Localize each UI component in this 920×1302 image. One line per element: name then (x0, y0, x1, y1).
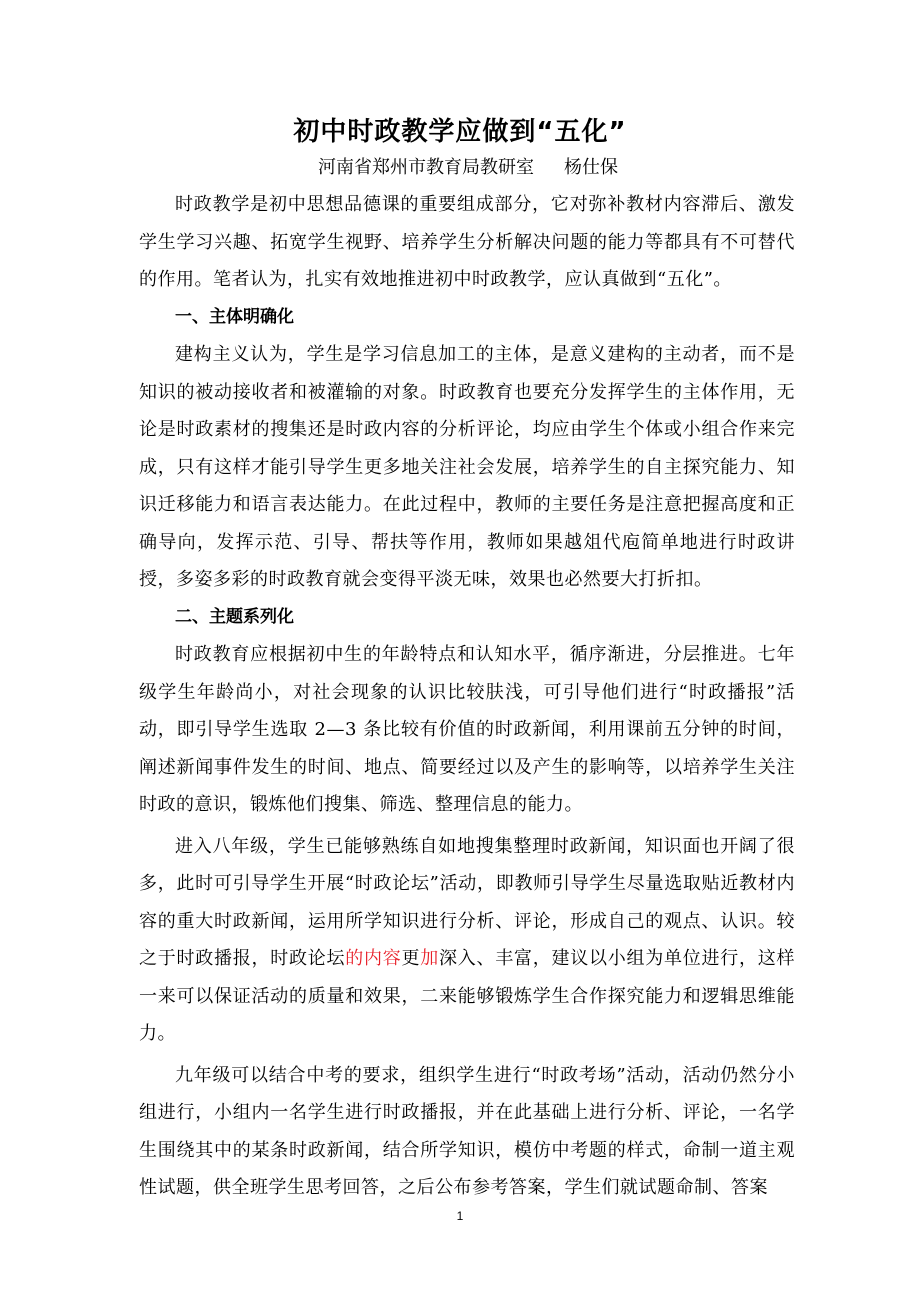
paragraph-text: 进入八年级，学生已能够熟练自如地搜集整理时政新闻，知识面也开阔了很多，此时可引导学生开展“时政论坛”活动，即教师引导学生尽量选取贴近教材内容的重大时政新闻，运用所学知识进行分析、评论，形成自己的观点、认识。较之于时政播报，时政论坛 (139, 835, 795, 969)
section-2-paragraph-3: 九年级可以结合中考的要求，组织学生进行“时政考场”活动，活动仍然分小组进行，小组内一名学生进行时政播报，并在此基础上进行分析、评论，一名学生围绕其中的某条时政新闻，结合所学知识，模仿中考题的样式，命制一道主观性试题，供全班学生思考回答，之后公布参考答案，学生们就试题命制、答案 (139, 1064, 795, 1198)
document-body (139, 186, 795, 1207)
section-1-paragraph: 建构主义认为，学生是学习信息加工的主体，是意义建构的主动者，而不是知识的被动接收者和被灌输的对象。时政教育也要充分发挥学生的主体作用，无论是时政素材的搜集还是时政内容的分析评论，均应由学生个体或小组合作来完成，只有这样才能引导学生更多地关注社会发展，培养学生的自主探究能力、知识迁移能力和语言表达能力。在此过程中，教师的主要任务是注意把握高度和正确导向，发挥示范、引导、帮扶等作用，教师如果越俎代庖简单地进行时政讲授，多姿多彩的时政教育就会变得平淡无味，效果也必然要大打折扣。 (139, 344, 795, 590)
red-highlight-text: 加 (420, 948, 439, 969)
section-heading-1: 一、主体明确化 (175, 306, 294, 327)
section-heading-2: 二、主题系列化 (175, 606, 294, 627)
page-number: 1 (456, 1209, 464, 1223)
document-title: 初中时政教学应做到“五化” (293, 117, 627, 147)
section-2-paragraph-1: 时政教育应根据初中生的年龄特点和认知水平，循序渐进，分层推进。七年级学生年龄尚小，对社会现象的认识比较肤浅，可引导他们进行“时政播报”活动，即引导学生选取 2—3 条比较有价值的时政新闻，利用课前五分钟的时间，阐述新闻事件发生的时间、地点、简要经过以及产生的影响等，以培养学生关注时政的意识，锻炼他们搜集、筛选、整理信息的能力。 (139, 644, 795, 815)
section-2-paragraph-2 (139, 828, 795, 1053)
intro-paragraph: 时政教学是初中思想品德课的重要组成部分，它对弥补教材内容滞后、激发学生学习兴趣、拓宽学生视野、培养学生分析解决问题的能力等都具有不可替代的作用。笔者认为，扎实有效地推进初中时政教学，应认真做到“五化”。 (139, 194, 795, 290)
paragraph-text: 更 (401, 948, 421, 969)
author-line (0, 153, 920, 183)
red-highlight-text: 的内容 (345, 948, 402, 969)
author-name: 杨仕保 (564, 157, 618, 178)
paragraph-text: 深入、丰富，建议以小组为单位进行，这样一来可以保证活动的质量和效果，二来能够锻炼学生合作探究能力和逻辑思维能力。 (139, 948, 795, 1044)
author-organization: 河南省郑州市教育局教研室 (318, 157, 534, 178)
